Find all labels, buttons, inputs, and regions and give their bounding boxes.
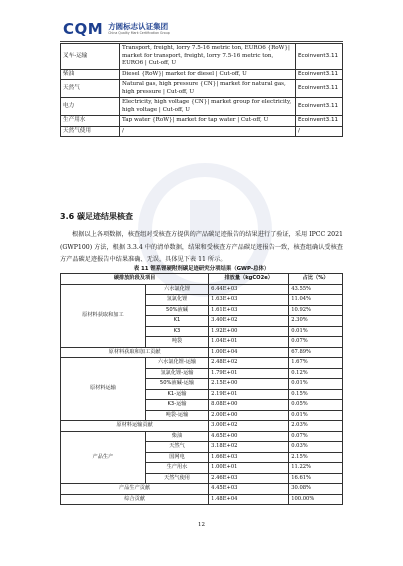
cqm-logo-mark: CQM	[63, 20, 104, 38]
emission-value: 1.00E+01	[209, 463, 289, 474]
item-name: 氢氯化锂-运输	[145, 368, 208, 379]
item-name: 50%液碱-运输	[145, 379, 208, 390]
database-name: Ecoinvent3.11	[296, 44, 343, 70]
material-name: 天然气	[61, 80, 120, 98]
table-row	[61, 44, 343, 70]
subtotal-share: 2.03%	[289, 421, 343, 432]
share-value: 10.92%	[289, 305, 343, 316]
logo-text	[108, 23, 170, 35]
emission-value: 2.00E+00	[209, 410, 289, 421]
emission-value: 3.18E+02	[209, 442, 289, 453]
database-name: /	[296, 126, 343, 137]
database-name: Ecoinvent3.11	[296, 98, 343, 116]
header-stage: 碳排放阶段及项目	[61, 274, 209, 285]
table-row	[61, 284, 343, 295]
table-row	[61, 358, 343, 369]
header-emission: 排放量（kgCO2e）	[209, 274, 289, 285]
item-name: K3-运输	[145, 400, 208, 411]
table-row	[61, 126, 343, 137]
subtotal-label: 原材料获取和加工贡献	[61, 347, 209, 358]
emission-value: 1.92E+00	[209, 326, 289, 337]
material-name: 叉车-运输	[61, 44, 120, 70]
subtotal-value: 4.45E+03	[209, 484, 289, 495]
share-value: 0.01%	[289, 326, 343, 337]
emission-value: 2.46E+03	[209, 473, 289, 484]
dataset-name: Electricity, high voltage {CN}| market group for electricity, high voltage | Cut-off, U	[120, 98, 296, 116]
subtotal-value: 3.00E+02	[209, 421, 289, 432]
material-name: 天然气使用	[61, 126, 120, 137]
header-divider	[60, 41, 343, 42]
table-row	[61, 80, 343, 98]
logo-english-name: China Quality Mark Certification Group	[108, 30, 170, 35]
share-value: 2.15%	[289, 452, 343, 463]
stage-name: 产品生产	[61, 431, 146, 484]
share-value: 0.05%	[289, 400, 343, 411]
subtotal-row	[61, 347, 343, 358]
table-header-row	[61, 274, 343, 285]
emission-value: 1.61E+03	[209, 305, 289, 316]
item-name: K3	[145, 326, 208, 337]
item-name: 吨袋	[145, 337, 208, 348]
dataset-name: /	[120, 126, 296, 137]
subtotal-share: 30.08%	[289, 484, 343, 495]
item-name: 六水氯化锂	[145, 284, 208, 295]
share-value: 2.30%	[289, 316, 343, 327]
emission-value: 1.66E+03	[209, 452, 289, 463]
item-name: K1	[145, 316, 208, 327]
share-value: 43.55%	[289, 284, 343, 295]
item-name: 国网电	[145, 452, 208, 463]
share-value: 1.67%	[289, 358, 343, 369]
database-name: Ecoinvent3.11	[296, 116, 343, 127]
total-row	[61, 494, 343, 505]
item-name: 吨袋-运输	[145, 410, 208, 421]
emission-value: 8.08E+00	[209, 400, 289, 411]
share-value: 0.01%	[289, 379, 343, 390]
table-row	[61, 431, 343, 442]
database-name: Ecoinvent3.11	[296, 69, 343, 80]
emission-value: 1.63E+03	[209, 295, 289, 306]
share-value: 16.61%	[289, 473, 343, 484]
dataset-name: Diesel {RoW}| market for diesel | Cut-off, U	[120, 69, 296, 80]
header-share: 占比（%）	[289, 274, 343, 285]
emission-value: 1.04E+01	[209, 337, 289, 348]
database-name: Ecoinvent3.11	[296, 80, 343, 98]
subtotal-row	[61, 421, 343, 432]
subtotal-share: 67.89%	[289, 347, 343, 358]
emission-value: 3.40E+02	[209, 316, 289, 327]
item-name: 六水氯化锂-运输	[145, 358, 208, 369]
total-share: 100.00%	[289, 494, 343, 505]
emission-value: 6.44E+03	[209, 284, 289, 295]
header-logo	[63, 18, 170, 40]
item-name: 生产用水	[145, 463, 208, 474]
subtotal-label: 产品生产贡献	[61, 484, 209, 495]
share-value: 0.01%	[289, 410, 343, 421]
page-number: 12	[198, 522, 205, 528]
stage-name: 原材料获取和加工	[61, 284, 146, 347]
logo-chinese-name: 方圆标志认证集团	[108, 22, 169, 32]
emission-factor-table	[60, 43, 343, 137]
share-value: 0.15%	[289, 389, 343, 400]
share-value: 0.03%	[289, 442, 343, 453]
table-row	[61, 69, 343, 80]
item-name: 柴油	[145, 431, 208, 442]
section-paragraph: 根据以上各项数据，核查组对受核查方提供的产品碳足迹报告的结果进行了验证，采用 IPCC 2021 (GWP100) 方法，根据 3.3.4 中的清单数据，结果和受核查方产品碳足迹报告一致，核查组确认受核查方产品碳足迹报告中结果准确、无误，具体见下表 11 所示。	[60, 231, 343, 264]
material-name: 生产用水	[61, 116, 120, 127]
dataset-name: Transport, freight, lorry 7.5-16 metric ton, EURO6 {RoW}| market for transport, freight, lorry 7.5-16 metric ton, EURO6 | Cut-off, U	[120, 44, 296, 70]
share-value: 11.04%	[289, 295, 343, 306]
dataset-name: Natural gas, high pressure {CN}| market for natural gas, high pressure | Cut-off, U	[120, 80, 296, 98]
item-name: 天然气使用	[145, 473, 208, 484]
stage-name: 原材料运输	[61, 358, 146, 421]
section-title: 3.6 碳足迹结果核查	[60, 212, 133, 221]
emission-value: 1.79E+01	[209, 368, 289, 379]
emission-value: 2.48E+02	[209, 358, 289, 369]
table-row	[61, 116, 343, 127]
subtotal-value: 1.00E+04	[209, 347, 289, 358]
emission-value: 2.15E+00	[209, 379, 289, 390]
item-name: 天然气	[145, 442, 208, 453]
subtotal-label: 原材料运输贡献	[61, 421, 209, 432]
total-label: 综合贡献	[61, 494, 209, 505]
share-value: 0.07%	[289, 337, 343, 348]
total-value: 1.48E+04	[209, 494, 289, 505]
table-caption: 表 11 锂系锂硬附剂碳足迹研究分项结果（GWP-总体）	[133, 266, 270, 272]
subtotal-row	[61, 484, 343, 495]
carbon-footprint-results-table	[60, 273, 343, 505]
share-value: 0.07%	[289, 431, 343, 442]
emission-value: 4.65E+00	[209, 431, 289, 442]
material-name: 电力	[61, 98, 120, 116]
item-name: K1-运输	[145, 389, 208, 400]
item-name: 氢氯化锂	[145, 295, 208, 306]
share-value: 11.22%	[289, 463, 343, 474]
emission-value: 2.19E+01	[209, 389, 289, 400]
item-name: 50%液碱	[145, 305, 208, 316]
dataset-name: Tap water {RoW}| market for tap water | Cut-off, U	[120, 116, 296, 127]
material-name: 柴油	[61, 69, 120, 80]
share-value: 0.12%	[289, 368, 343, 379]
table-row	[61, 98, 343, 116]
